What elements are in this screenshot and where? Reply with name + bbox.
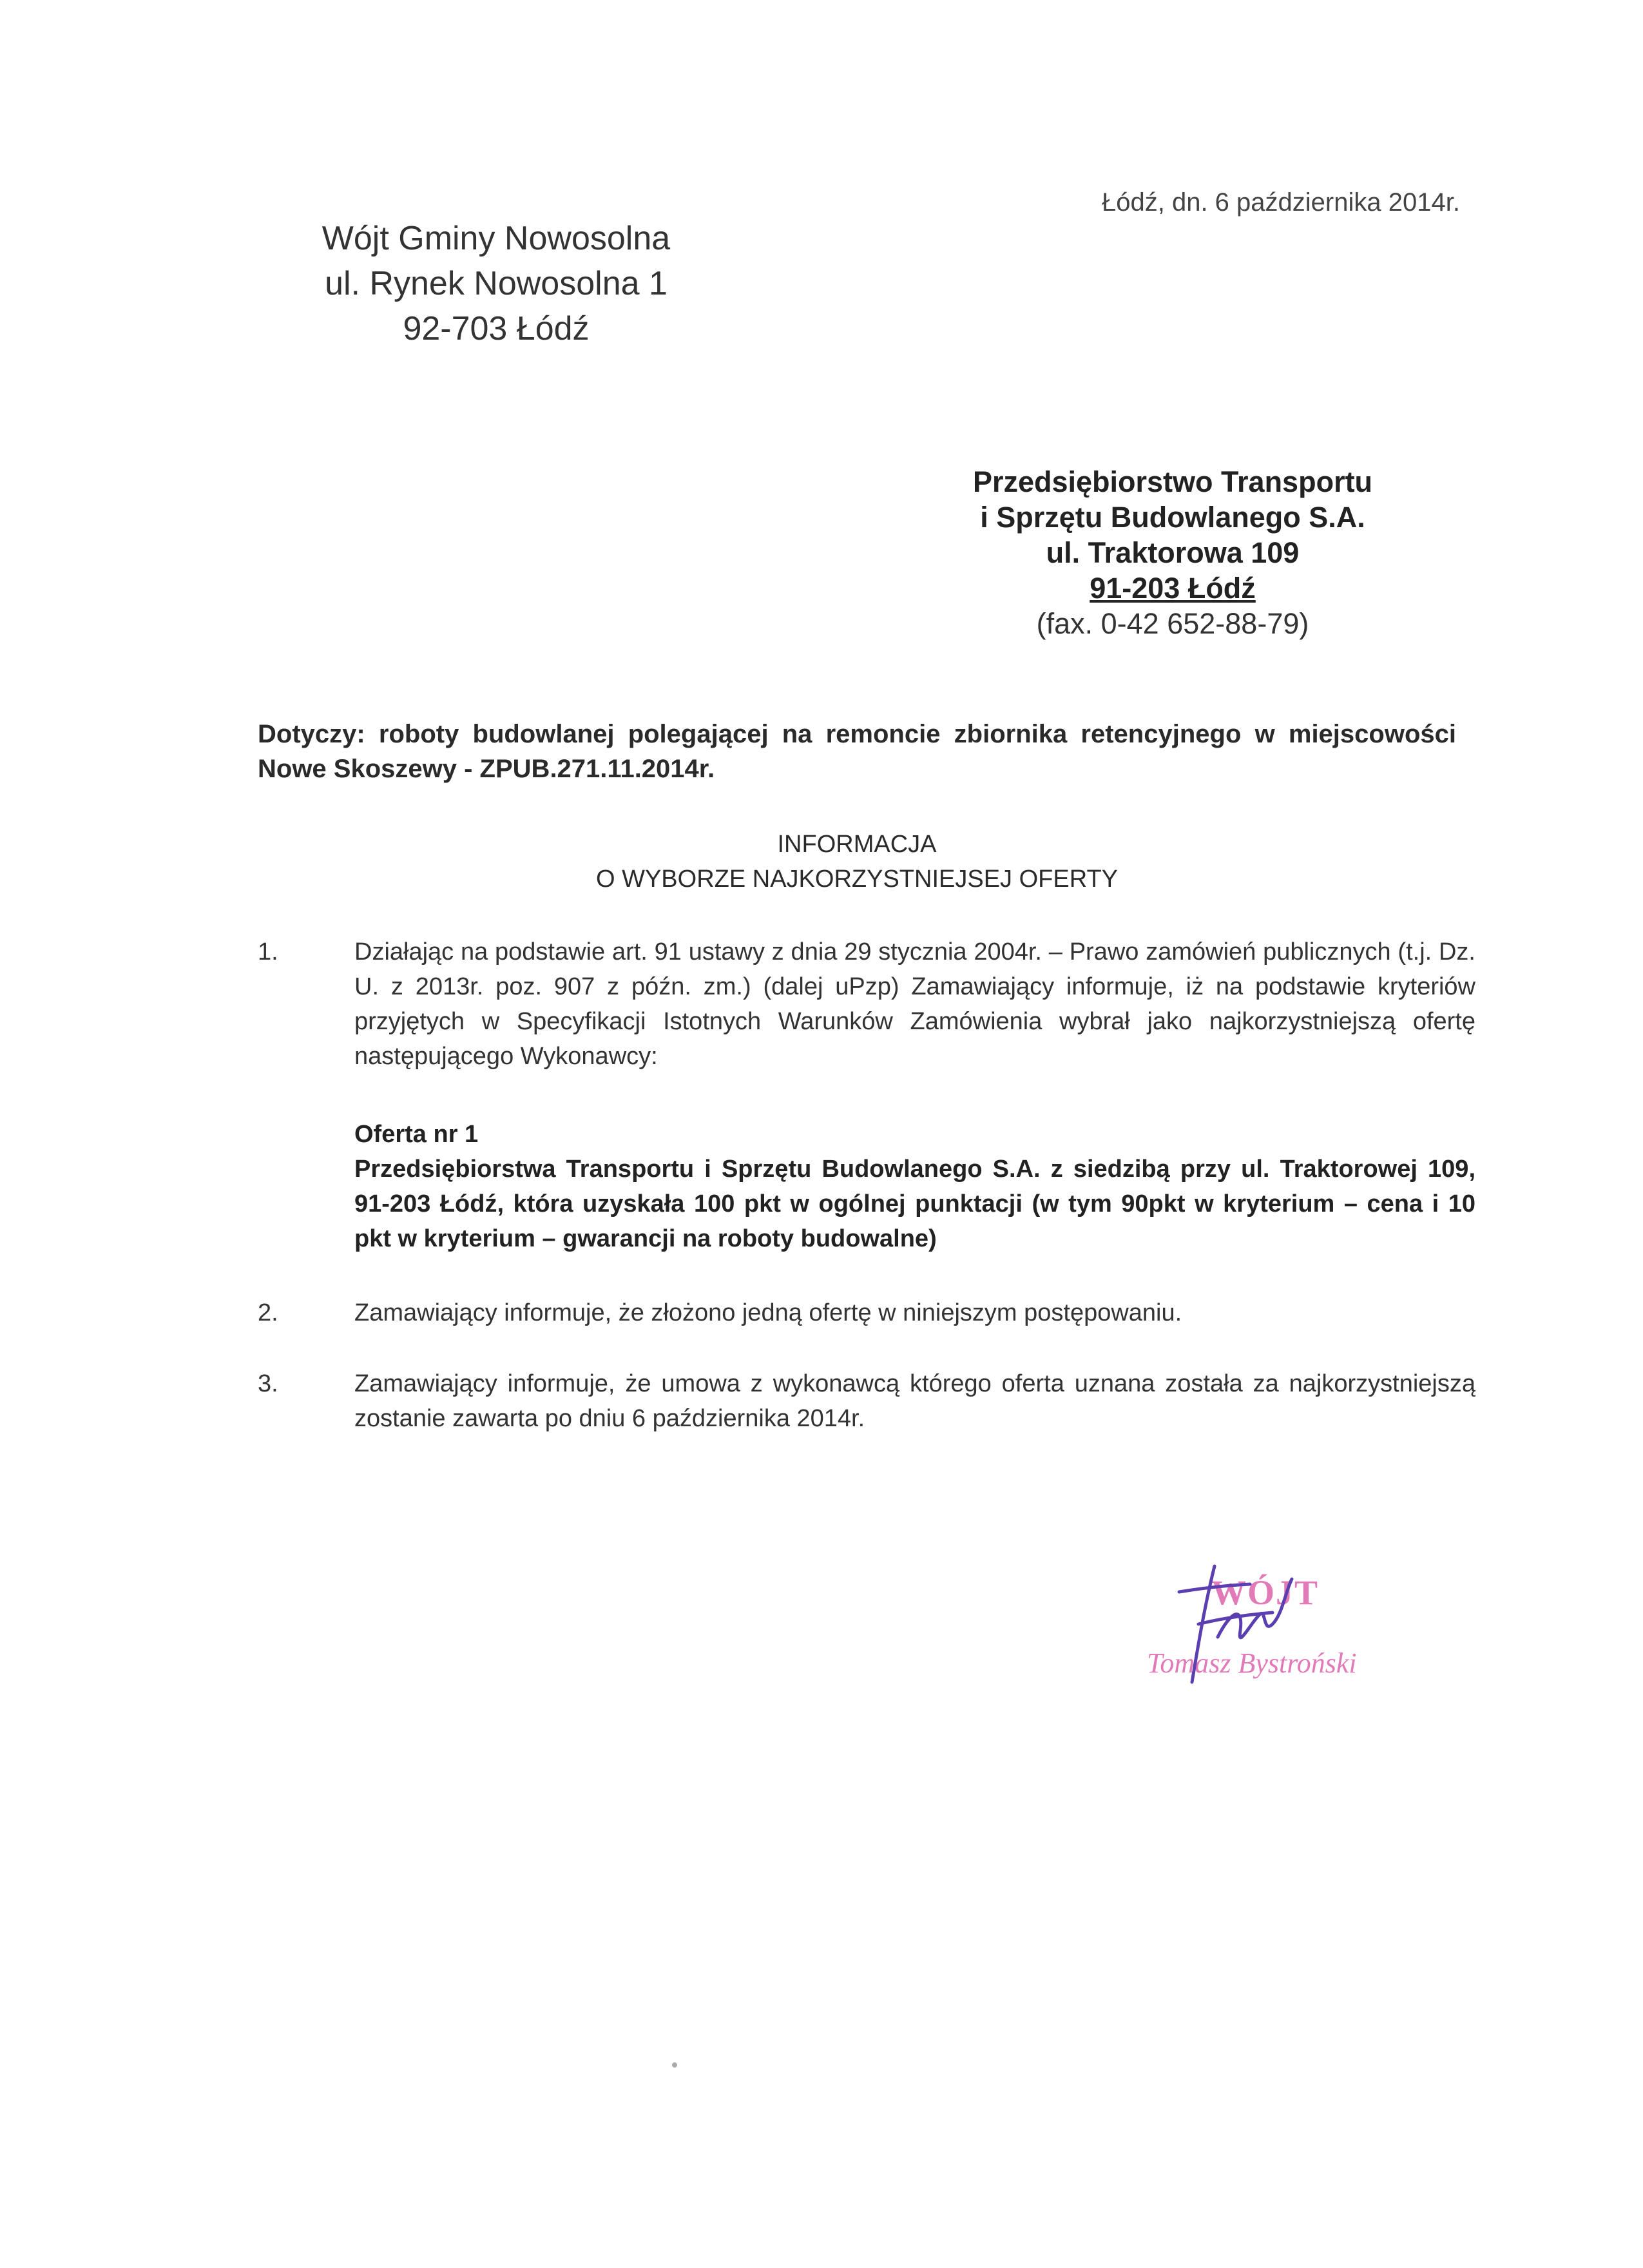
- sender-name: Wójt Gminy Nowosolna: [322, 220, 671, 257]
- sender-city: 92-703 Łódź: [403, 310, 590, 347]
- sender-address: [277, 216, 715, 351]
- heading-subtitle: O WYBORZE NAJKORZYSTNIEJSEJ OFERTY: [595, 866, 1119, 893]
- list-item-number: 1.: [258, 938, 278, 965]
- handwritten-signature: [1153, 1553, 1360, 1695]
- offer-text: Przedsiębiorstwa Transportu i Sprzętu Budowlanego S.A. z siedzibą przy ul. Traktorowej 109, 91-203 Łódź, która uzyskała 100 pkt w ogólnej punktacji (w tym 90pkt w kryterium – cena i 10 pkt w kryterium – gwarancji na roboty budowalne): [354, 1156, 1475, 1252]
- list-item-text: Zamawiający informuje, że umowa z wykonawcą którego oferta uznana została za najkorzystniejszą zostanie zawarta po dniu 6 października 2014r.: [354, 1370, 1475, 1432]
- sender-street: ul. Rynek Nowosolna 1: [325, 265, 668, 302]
- list-item-number: 2.: [258, 1299, 278, 1326]
- recipient-fax: (fax. 0-42 652-88-79): [1036, 607, 1309, 640]
- document-heading: [258, 827, 1456, 897]
- list-item-text: Działając na podstawie art. 91 ustawy z dnia 29 stycznia 2004r. – Prawo zamówień publicznych (t.j. Dz. U. z 2013r. poz. 907 z późn. zm.) (dalej uPzp) Zamawiający informuje, iż na podstawie kryteriów przyjętych w Specyfikacji Istotnych Warunków Zamówienia wybrał jako najkorzystniejszą ofertę następującego Wykonawcy:: [354, 938, 1475, 1070]
- recipient-name-line2: i Sprzętu Budowlanego S.A.: [980, 501, 1365, 534]
- selected-offer: [354, 1117, 1475, 1256]
- recipient-address: [902, 464, 1443, 641]
- stamp-title: WÓJT: [1211, 1573, 1320, 1612]
- list-item-text: Zamawiający informuje, że złożono jedną ofertę w niniejszym postępowaniu.: [354, 1299, 1182, 1326]
- offer-title: Oferta nr 1: [354, 1121, 479, 1148]
- heading-title: INFORMACJA: [777, 831, 937, 858]
- recipient-name-line1: Przedsiębiorstwo Transportu: [972, 465, 1373, 498]
- recipient-city: 91-203 Łódź: [1090, 572, 1256, 605]
- recipient-street: ul. Traktorowa 109: [1046, 536, 1300, 569]
- subject-line: Dotyczy: roboty budowlanej polegającej na remoncie zbiornika retencyjnego w miejscowości Nowe Skoszewy - ZPUB.271.11.2014r.: [258, 720, 1456, 783]
- stamp-name: Tomasz Bystroński: [1147, 1647, 1357, 1679]
- list-item-number: 3.: [258, 1370, 278, 1397]
- document-date: Łódź, dn. 6 października 2014r.: [1102, 188, 1460, 217]
- scan-speck: [672, 2062, 677, 2068]
